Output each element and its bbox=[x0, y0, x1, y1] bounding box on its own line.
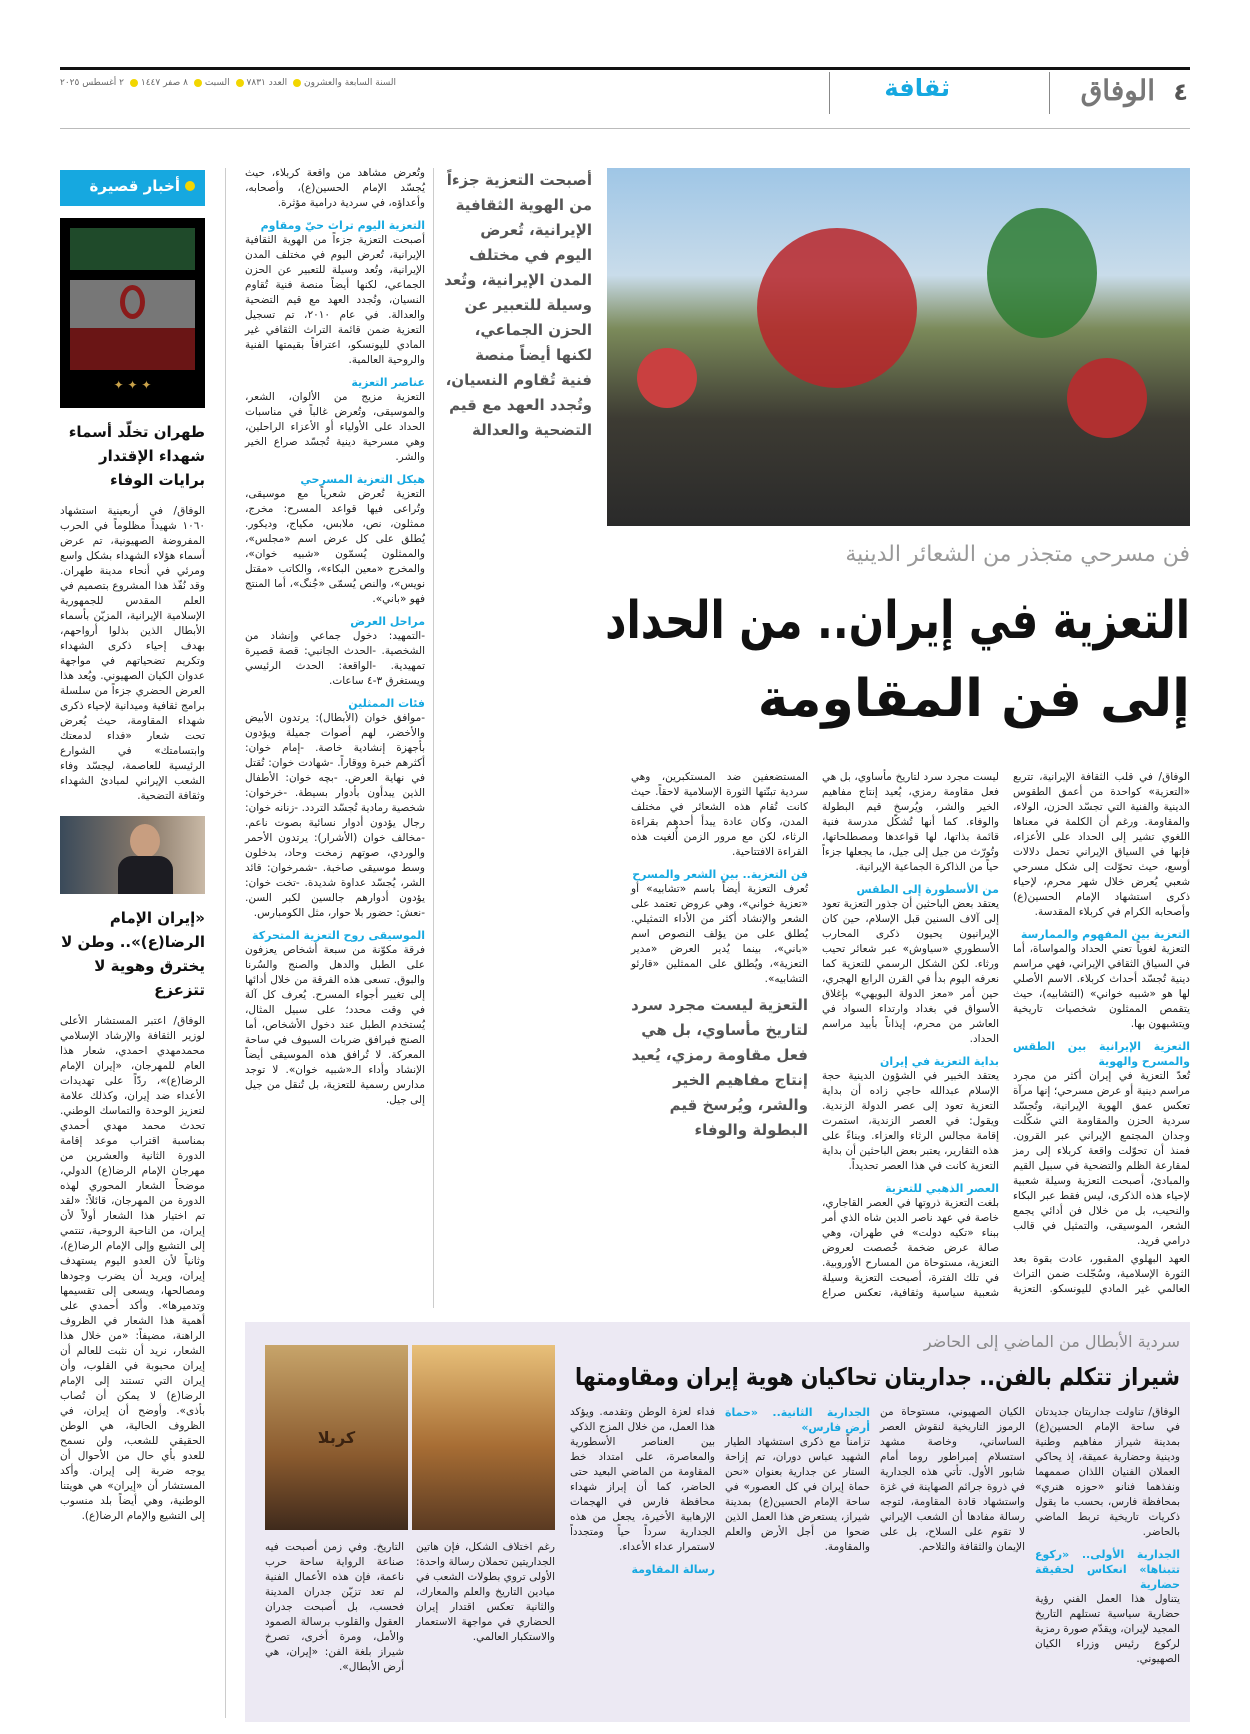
short-news-sidebar bbox=[60, 170, 205, 1524]
martyrs-flag-poster: ✦ ✦ ✦ bbox=[60, 218, 205, 408]
news-headline: طهران تخلّد أسماء شهداء الإقتدار برايات الوفاء bbox=[68, 423, 205, 489]
dot-icon bbox=[194, 79, 202, 87]
meta-hijri-date: ٨ صفر ١٤٤٧ bbox=[140, 78, 188, 88]
subheading: هيكل التعزية المسرحي bbox=[300, 473, 425, 486]
feature-headline: شيراز تتكلم بالفن.. جداريتان تحاكيان هوية إيران ومقاومتها bbox=[574, 1363, 1180, 1391]
header-rule bbox=[60, 67, 1190, 70]
sidebar-divider bbox=[225, 168, 226, 1718]
paragraph: تُعدّ التعزية في إيران أكثر من مجرد مراسم دينية أو عرض مسرحي؛ إنها مرآة تعكس عمق الهوية الإيرانية، وتُجسّد سردية الحزن والمقاومة التي شكّلت وجدان المجتمع الإيراني عبر القرون. فمنذ أن تحوّلت واقعة كربلاء إلى رمز لمقارعة الظلم والتضحية في سبيل القيم والمبادئ، أصبحت التعزية وسيلة شعبية لإحياء هذه الذكرى، ليس فقط عبر البكاء والنحيب، بل من خلال فن أدائي يجمع الشعر، الموسيقى، والتمثيل في قالب درامي فريد. bbox=[1013, 1070, 1190, 1247]
subheading: فن التعزية.. بين الشعر والمسرح bbox=[632, 868, 808, 881]
short-news-title: أخبار قصيرة bbox=[89, 177, 180, 195]
paragraph: بلغت التعزية ذروتها في العصر القاجاري، خاصة في عهد ناصر الدين شاه الذي أمر ببناء «تكيه دولت» في طهران، وهي صالة عرض ضخمة خُصصت لعروض التعزية، مستوحاة من المسارح الأوروبية. في تلك الفترة، أصبحت التعزية وسيلة شعبية سياسية وثقافية، تعكس صراع المستضعفين ضد المستكبرين، وهي سردية تبنّتها الثورة الإسلامية لاحقاً. حيث كانت تُقام هذه الشعائر في مختلف المدن، وكان عادة يبدأ أحدهم بقراءة الرثاء، لكن مع مرور الزمن أُلغيت هذه القراءة الافتتاحية. bbox=[631, 771, 999, 1299]
paragraph: أصبحت التعزية جزءاً من الهوية الثقافية الإيرانية، تُعرض اليوم في مختلف المدن الإيرانية، وتُعد وسيلة للتعبير عن الحزن الجماعي، لكنها أيضاً منصة فنية تُقاوم النسيان، وتُجدد العهد مع قيم التضحية والعدالة. في عام ٢٠١٠، تم تسجيل التعزية ضمن قائمة التراث الثقافي غير المادي لليونسكو، اعترافاً بقيمتها الفنية والروحية العالمية. bbox=[245, 234, 425, 366]
subheading: من الأسطورة إلى الطقس bbox=[856, 883, 999, 896]
news-body: الوفاق/ اعتبر المستشار الأعلى لوزير الثقافة والإرشاد الإسلامي محمدمهدي احمدي، شعار هذا العام للمهرجان، «إيران الإمام الرضا(ع)»، ردّاً على تهديدات الأعداء ضد إيران، وكذلك علامة لتعزيز الوحدة والتماسك الوطني. تحدث محمد مهدي أحمدي بمناسبة اقتراب موعد إقامة الدورة الثانية والعشرين من مهرجان الإمام الرضا(ع) الدولي، موضحاً الشعار المحوري لهذه الدورة من المهرجان، قائلاً: «لقد تم اختيار هذا الشعار أولاً لأن إيران، من الناحية الروحية، تنتمي إلى التشيع وإلى الإمام الرضا(ع)، وثانياً لأن العدو اليوم يستهدف إيران، ويريد أن يضرب وجودها ومصالحها، ويسعى إلى تقسيمها وتدميرها». وأكد أحمدي على أهمية هذا الشعار في الظروف الراهنة، مضيفاً: «من خلال هذا الشعار، نريد أن نثبت للعالم أن إيران محبوبة في القلوب، وأن إيران التي تستند إلى الإمام الرضا(ع) لا يمكن أن تُصاب بأذى». وأوضح أن إيران، في الظروف الحالية، هي الوطن الحقيقي للشعب، ولن نسمح للعدو بأي حال من الأحوال أن يوجه ضربة إلى إيران. وأكد المستشار أن «إيران» هي هويتنا الوطنية، وهي أيضاً بلد منسوب إلى التشيع والإمام الرضا(ع). bbox=[60, 1015, 205, 1522]
paragraph: يعتقد الخبير في الشؤون الدينية حجة الإسلام عبدالله حاجي زاده أن بداية التعزية تعود إلى عصر الدولة الزندية. ويقول: في العصر الزندية، استمرت إقامة مجالس الرثاء والعزاء. وبناءً على هذه التقارير، يعتبر بعض الباحثين أن بداية التعزية كانت في هذا العصر تحديداً. bbox=[822, 1070, 999, 1172]
header-divider bbox=[1049, 72, 1050, 114]
header-bottom-rule bbox=[60, 128, 1190, 129]
column-divider bbox=[433, 168, 434, 1308]
paragraph: يعتقد بعض الباحثين أن جذور التعزية تعود إلى آلاف السنين قبل الإسلام، حين كان الإيرانيون يحيون ذكرى المحارب الأسطوري «سياوش» عبر شعائر تحيب ورثاء. لكن الشكل الرسمي للتعزية كما نعرفه اليوم بدأ في القرن الرابع الهجري، حين أمر «معز الدولة البويهي» بإغلاق الأسواق في بغداد وارتداء السواد في العاشر من محرم، إيذاناً بأبيد مراسم الحداد. bbox=[822, 898, 999, 1045]
article-body bbox=[440, 770, 1190, 1310]
headline-line: التعزية في إيران.. من الحداد bbox=[605, 591, 1190, 651]
subheading: الموسيقى روح التعزية المتحركة bbox=[252, 929, 425, 942]
subheading: العصر الذهبي للتعزية bbox=[885, 1182, 999, 1195]
subheading: رسالة المقاومة bbox=[631, 1563, 715, 1576]
pull-quote: أصبحت التعزية جزءاً من الهوية الثقافية الإيرانية، تُعرض اليوم في مختلف المدن الإيرانية، وتُعد وسيلة للتعبير عن الحزن الجماعي، لكنها أيضاً منصة فنية تُقاوم النسيان، وتُجدد العهد مع قيم التضحية والعدالة bbox=[444, 171, 592, 439]
subheading: الجدارية الأولى.. «ركوع تتبناها» انعكاس لحقيقة حضارية bbox=[1035, 1548, 1180, 1591]
paragraph: تزامناً مع ذكرى استشهاد الطيار الشهيد عباس دوران، تم إزاحة الستار عن جدارية بعنوان «نحن حماة إيران في كل العصور» في ساحة الإمام الحسين(ع) بمدينة شيراز، يستعرض هذا العمل الذين ضحوا من أجل الأرض والعلم والمقاومة. bbox=[725, 1436, 870, 1553]
dot-icon bbox=[293, 79, 301, 87]
paragraph: الوفاق/ تناولت جداريتان جديدتان في ساحة الإمام الحسين(ع) بمدينة شيراز مفاهيم وطنية ودينية وحضارية عميقة، إذ يحاكي العملان الفنيان اللذان صممهما ونفذهما فنانو «حوزه هنري» بمحافظة فارس، بحسب ما يقول ذكريات تاريخية تربط الماضي بالحاضر. bbox=[1035, 1406, 1180, 1538]
paragraph: -موافق خوان (الأبطال): يرتدون الأبيض والأخضر، لهم أصوات جميلة ويؤدون بأجهزة إنشادية خاصة. -إمام خوان: أكثرهم خبرة ووقاراً. -شهادت خوان: تُقتل في نهاية العرض. -بچه خوان: الأطفال الذين يبدأون بأدوار بسيطة. -خرخوان: شخصية رمادية تُجسّد التردد. -زنانه خوان: رجال يؤدون أدوار نسائية بصوت ناعم. -مخالف خوان (الأشرار): يرتدون الأحمر والوردي، صوتهم زمخت وحاد، بدخلون وسط موسيقى صاخبة. -شمرخوان: قائد الشر، يُجسّد عداوة شديدة. -تخت خوان: يؤدون أدوارهم جالسين لكبر السن. -نعش: حضور بلا حوار، مثل الكومبارس. bbox=[245, 712, 425, 919]
taziyeh-photo bbox=[607, 168, 1190, 526]
feature-column bbox=[1035, 1405, 1180, 1670]
murals-image bbox=[265, 1345, 555, 1530]
paragraph: فرقة مكوّنة من سبعة أشخاص يعزفون على الطبل والدهل والصنج والسُرنا والبوق. تسعى هذه الفرقة من خلال أدائها إلى تغيير أجواء المسرح. يُعرف كل آلة في وقت محدد؛ على سبيل المثال، يُستخدم الطبل عند دخول الأشخاص، أما الصنج فيرافق ضربات السيوف في ساحة المعركة. لا تُرافق هذه الموسيقى أيضاً الإنشاد وأداء الـ«شبيه خوان». لا توجد مدارس رسمية للتعزية، بل تُنقل من جيل إلى جيل. bbox=[245, 944, 425, 1106]
meta-day: السبت bbox=[204, 78, 230, 88]
paragraph: التاريخ. وفي زمن أصبحت فيه صناعة الرواية ساحة حرب ناعمة، فإن هذه الأعمال الفنية لم تعد تزيّن جدران المدينة فحسب، بل أصبحت جدران العقول والقلوب برسالة الصمود والأمل، ومرة أخرى، تصرخ شيراز بلغة الفن: «إيران، هي أرض الأبطال». bbox=[265, 1541, 404, 1673]
paragraph: التعزية تُعرض شعرياً مع موسيقى، وتُراعى فيها قواعد المسرح: مخرج، ممثلون، نص، ملابس، مكياج، وديكور. يُطلق على كل عرض اسم «مجلس»، والممثلون يُسمّون «شبيه خوان»، والمخرج «معين البكاء»، والكاتب «مقتل نويس»، والنص يُسمّى «جُنگ»، أما المنتج فهو «باني». bbox=[245, 488, 425, 605]
paragraph: فداء لعزة الوطن وتقدمه. ويؤكد هذا العمل، من خلال المزج الذكي بين العناصر الأسطورية والمعاصرة، على امتداد خط المقاومة من الماضي البعيد حتى الحاضر، كما أن إبراز شهداء محافظة فارس في الهجمات الإرهابية الأخيرة، يجعل من هذه الجدارية سرداً حياً ومتجدداً لاستمرار عداء الأعداء. bbox=[570, 1406, 715, 1553]
subheading: عناصر التعزية bbox=[351, 376, 425, 389]
paragraph: التعزية مزيج من الألوان، الشعر، والموسيقى، وتُعرض غالباً في مناسبات الحداد على الأولياء أو الأعزاء الراحلين، وهي مسرحية دينية تُجسّد صراع الخير والشر. bbox=[245, 391, 425, 463]
article-kicker: فن مسرحي متجذر من الشعائر الدينية bbox=[845, 542, 1190, 567]
meta-date: ٢ أغسطس ٢٠٢٥ bbox=[60, 78, 125, 88]
subheading: فئات الممثلين bbox=[348, 697, 425, 710]
paragraph: -التمهيد: دخول جماعي وإنشاد من الشخصية. -الحدث الجانبي: قصة قصيرة تمهيدية. -الواقعة: الحدث الرئيسي ويستغرق ٣-٤ ساعات. bbox=[245, 630, 425, 687]
section-title: ثقافة bbox=[884, 74, 950, 102]
paragraph: وتُعرض مشاهد من واقعة كربلاء، حيث يُجسّد الإمام الحسين(ع)، وأصحابه، وأعداؤه، في سردية درامية مؤثرة. bbox=[245, 167, 425, 209]
pull-quote-2: التعزية ليست مجرد سرد لتاريخ مأساوي، بل هي فعل مقاومة رمزي، يُعيد إنتاج مفاهيم الخير والشر، ويُرسخ قيم البطولة والوفاء bbox=[631, 996, 808, 1139]
dot-icon bbox=[130, 79, 138, 87]
subheading: التعزية بين المفهوم والممارسة bbox=[1020, 928, 1190, 941]
dot-icon bbox=[185, 181, 195, 191]
short-news-header bbox=[60, 170, 205, 206]
header-divider bbox=[829, 72, 830, 114]
news-headline: «إيران الإمام الرضا(ع)».. وطن لا يخترق وهوية لا تتزعزع bbox=[61, 909, 205, 999]
paragraph: رغم اختلاف الشكل، فإن هاتين الجداريتين تحملان رسالة واحدة: الأولى تروي بطولات الشعب في ميادين التاريخ والعلم والمعارك، والثانية تعكس اقتدار إيران الحضاري في مواجهة الاستعمار والاستكبار العالمي. bbox=[416, 1541, 555, 1643]
subheading: بداية التعزية في إيران bbox=[879, 1055, 999, 1068]
mural-karbala bbox=[265, 1345, 408, 1530]
subheading: مراحل العرض bbox=[350, 615, 425, 628]
feature-column bbox=[570, 1405, 715, 1670]
article-column-a bbox=[245, 166, 425, 1111]
paragraph: التعزية لغوياً تعني الحداد والمواساة، أما في السياق الثقافي الإيراني، فهي مراسم دينية تُجسّد أحداث كربلاء. الاسم الأصلي لها هو «شبيه خواني» (التشابيه)، حيث يتقمص الممثلون شخصيات تاريخية ويتشبهون بها. bbox=[1013, 943, 1190, 1030]
news-body: الوفاق/ في أربعينية استشهاد ١٠٦٠ شهيداً مظلوماً في الحرب المفروضة الصهيونية، تم عرض أسماء هؤلاء الشهداء بشكل واسع ومرئي في أنحاء مدينة طهران. وقد نُفّذ هذا المشروع بتصميم في العلم المقدس للجمهورية الإسلامية الإيرانية، المزيّن بأسماء الأبطال الذين بذلوا أرواحهم، بهدف إحياء ذكرى الشهداء وتكريم تضحياتهم في مواجهة عدوان الكيان الصهيوني. ويُعد هذا العرض الحضري جزءاً من سلسلة برامج ثقافية وميدانية لإحياء ذكرى شهداء المقاومة، حيث يُعرض تحت شعار «فداء لدمعتك وابتسامتك» في الشوارع الرئيسية للعاصمة، ليجسّد وفاء الشعب الإيراني لمبادئ الشهداء وثقافة التضحية. bbox=[60, 505, 205, 802]
feature-column bbox=[880, 1405, 1025, 1670]
feature-column bbox=[725, 1405, 870, 1670]
meta-issue: العدد ٧٨٣١ bbox=[246, 78, 288, 88]
paragraph: تُعرف التعزية أيضاً باسم «تشابيه» أو «تعزية خواني»، وهي عروض تعتمد على الشعر والإنشاد أكثر من الأداء التمثيلي. يُطلق على من يؤلف النصوص اسم «باني»، بينما يُدير العرض «مدير التعزية»، ويُطلق على الممثلين «قارئو التشابيه». bbox=[631, 883, 808, 985]
feature-kicker: سردية الأبطال من الماضي إلى الحاضر bbox=[923, 1332, 1180, 1351]
subheading: التعزية اليوم تراث حيّ ومقاوم bbox=[260, 219, 425, 232]
meta-year: السنة السابعة والعشرون bbox=[303, 78, 397, 88]
issue-meta bbox=[60, 78, 396, 88]
subheading: التعزية الإيرانية بين الطقس والمسرح والهوية bbox=[1013, 1040, 1190, 1068]
feature-column bbox=[416, 1540, 555, 1678]
newspaper-logo: الوفاق bbox=[1080, 74, 1155, 107]
headline-line: إلى فن المقاومة bbox=[757, 669, 1190, 729]
feature-columns bbox=[568, 1405, 1180, 1670]
mural-heroes bbox=[412, 1345, 555, 1530]
article-headline bbox=[605, 582, 1190, 738]
paragraph: الوفاق/ في قلب الثقافة الإيرانية، تتربع «التعزية» كواحدة من أعمق الطقوس الدينية والفنية التي تجسّد الحزن، الولاء، والمقاومة. ورغم أن الكلمة في معناها اللغوي تشير إلى الحداد على الأعزاء، فإنها في السياق الإيراني تحمل دلالات أوسع، حيث تحوّلت إلى شكل مسرحي شعبي يُعرض خلال شهر محرم، لإحياء ذكرى استشهاد الإمام الحسين(ع) وأصحابه الكرام في كربلاء المقدسة. bbox=[1013, 771, 1190, 918]
subheading: الجدارية الثانية.. «حماة أرض فارس» bbox=[725, 1406, 870, 1434]
speaker-photo bbox=[60, 816, 205, 894]
paragraph: العهد البهلوي المقبور، عادت بقوة بعد الثورة الإسلامية، وسُجّلت ضمن التراث العالمي غير المادي لليونسكو. التعزية ليست مجرد سرد لتاريخ مأساوي، بل هي فعل مقاومة رمزي، يُعيد إنتاج مفاهيم الخير والشر، ويُرسخ قيم البطولة والوفاء. كما أنها تُشكّل مدرسة فنية قائمة بذاتها، لها قواعدها ومصطلحاتها، وتُورّث من جيل إلى جيل، ما يجعلها جزءاً حياً من الذاكرة الجماعية الإيرانية. bbox=[822, 771, 1190, 1295]
feature-column bbox=[265, 1540, 404, 1678]
feature-columns-under-image bbox=[265, 1540, 555, 1678]
dot-icon bbox=[236, 79, 244, 87]
poster-caption: کربلا bbox=[317, 1428, 356, 1448]
page-number: ٤ bbox=[1173, 78, 1188, 106]
paragraph: الكيان الصهيوني، مستوحاة من الرموز التاريخية لنقوش العصر الساساني، وخاصة مشهد استسلام إمبراطور روما أمام شابور الأول. تأتي هذه الجدارية في ذروة جرائم الصهاينة في غزة واستشهاد قادة المقاومة، لتوجه رسالة مفادها أن الشعب الإيراني لا تقوم على السلاح، بل على الإيمان والثقافة والتلاحم. bbox=[880, 1406, 1025, 1553]
paragraph: يتناول هذا العمل الفني رؤية حضارية سياسية تستلهم التاريخ المجيد لإيران، ويقدّم صورة رمزية لركوع رئيس وزراء الكيان الصهيوني. bbox=[1035, 1593, 1180, 1665]
